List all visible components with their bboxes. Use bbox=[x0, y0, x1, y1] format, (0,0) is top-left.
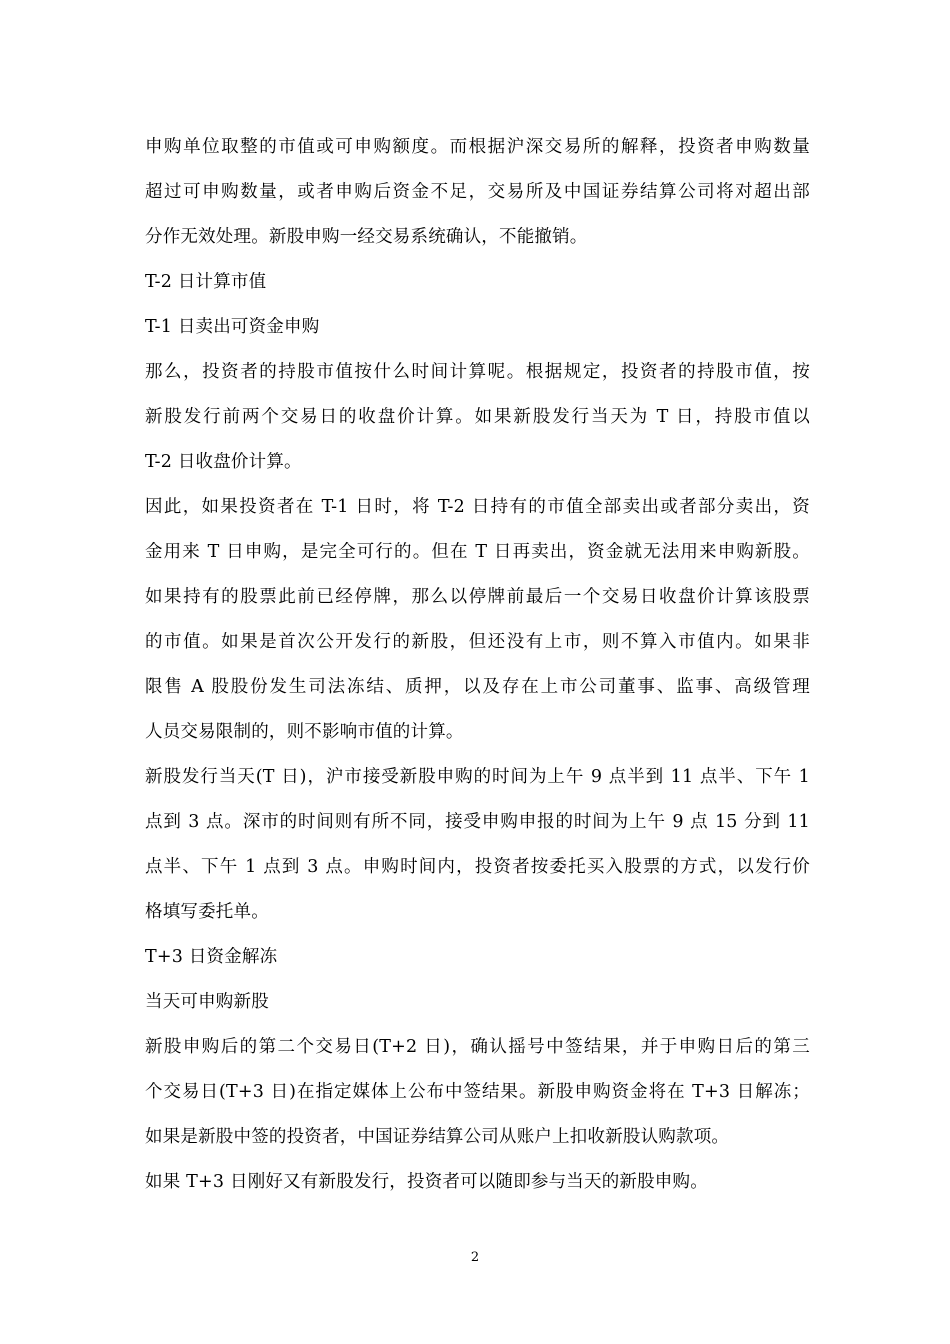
text-line: 新股发行前两个交易日的收盘价计算。如果新股发行当天为 T 日，持股市值以 bbox=[145, 407, 810, 427]
section-heading: T-1 日卖出可资金申购 bbox=[145, 317, 320, 337]
text-line: 格填写委托单。 bbox=[145, 902, 269, 922]
text-line: T-2 日收盘价计算。 bbox=[145, 452, 302, 472]
text-line: 超过可申购数量，或者申购后资金不足，交易所及中国证券结算公司将对超出部 bbox=[145, 182, 810, 202]
text-line: 新股申购后的第二个交易日(T+2 日)，确认摇号中签结果，并于申购日后的第三 bbox=[145, 1037, 810, 1057]
text-line: 那么，投资者的持股市值按什么时间计算呢。根据规定，投资者的持股市值，按 bbox=[145, 362, 810, 382]
text-line: 金用来 T 日申购，是完全可行的。但在 T 日再卖出，资金就无法用来申购新股。 bbox=[145, 542, 810, 562]
text-line: 分作无效处理。新股申购一经交易系统确认，不能撤销。 bbox=[145, 227, 588, 247]
section-heading: 当天可申购新股 bbox=[145, 992, 269, 1012]
section-heading: T+3 日资金解冻 bbox=[145, 947, 278, 967]
section-heading: T-2 日计算市值 bbox=[145, 272, 267, 292]
text-line: 申购单位取整的市值或可申购额度。而根据沪深交易所的解释，投资者申购数量 bbox=[145, 137, 810, 157]
page-number: 2 bbox=[470, 1250, 480, 1265]
text-line: 个交易日(T+3 日)在指定媒体上公布中签结果。新股申购资金将在 T+3 日解冻； bbox=[145, 1082, 810, 1102]
text-line: 的市值。如果是首次公开发行的新股，但还没有上市，则不算入市值内。如果非 bbox=[145, 632, 810, 652]
text-line: 新股发行当天(T 日)，沪市接受新股申购的时间为上午 9 点半到 11 点半、下午 1 bbox=[145, 767, 810, 787]
text-line: 点半、下午 1 点到 3 点。申购时间内，投资者按委托买入股票的方式，以发行价 bbox=[145, 857, 810, 877]
text-line: 如果持有的股票此前已经停牌，那么以停牌前最后一个交易日收盘价计算该股票 bbox=[145, 587, 810, 607]
text-line: 如果是新股中签的投资者，中国证券结算公司从账户上扣收新股认购款项。 bbox=[145, 1127, 730, 1147]
text-line: 因此，如果投资者在 T-1 日时，将 T-2 日持有的市值全部卖出或者部分卖出，资 bbox=[145, 497, 810, 517]
text-line: 限售 A 股股份发生司法冻结、质押，以及存在上市公司董事、监事、高级管理 bbox=[145, 677, 810, 697]
text-line: 人员交易限制的，则不影响市值的计算。 bbox=[145, 722, 464, 742]
text-line: 如果 T+3 日刚好又有新股发行，投资者可以随即参与当天的新股申购。 bbox=[145, 1172, 708, 1192]
body-text bbox=[145, 125, 810, 1205]
text-line: 点到 3 点。深市的时间则有所不同，接受申购申报的时间为上午 9 点 15 分到 11 bbox=[145, 812, 810, 832]
